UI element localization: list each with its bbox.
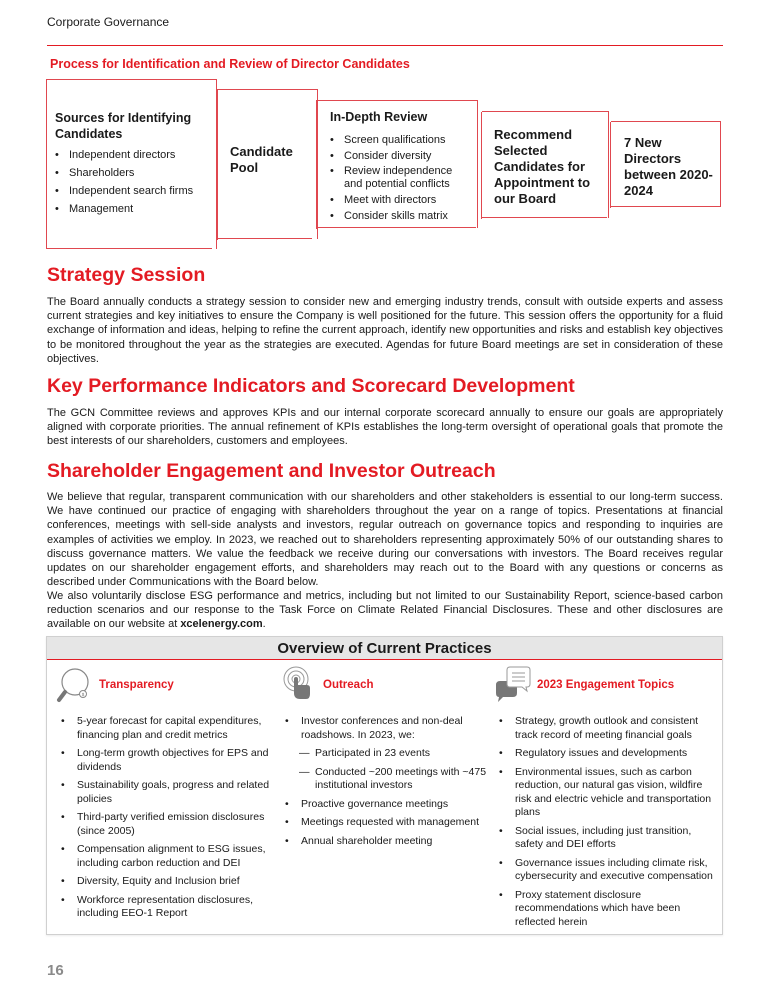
step-item: • Management xyxy=(55,202,208,216)
step-item: • Review independence and potential conflicts xyxy=(330,165,471,191)
list-item: • Long-term growth objectives for EPS and dividends xyxy=(55,747,270,774)
step-item: • Meet with directors xyxy=(330,193,471,207)
process-title: Process for Identification and Review of Director Candidates xyxy=(50,57,410,71)
step-heading: In-Depth Review xyxy=(330,110,428,124)
overview-column-engagement-topics xyxy=(493,665,721,934)
list-item: • Environmental issues, such as carbon reduction, our natural gas vision, wildfire risk and electric vehicle and transportation plans xyxy=(493,766,721,820)
list-subitem: — Participated in 23 events xyxy=(279,747,489,761)
list-item: • Sustainability goals, progress and related policies xyxy=(55,779,270,806)
website-link[interactable]: xcelenergy.com xyxy=(180,618,263,631)
step-heading: 7 New Directors between 2020-2024 xyxy=(624,135,713,198)
strategy-body: The Board annually conducts a strategy session to consider new and emerging industry trends, consult with outside experts and assess current strategies and key initiatives to ensure the Company is well positioned for the future. This session offers the opportunity for a fluid exchange of information and ideas, helping to refine the current approach, identify new opportunities and risks and establish key objectives to be monitored throughout the year as the strategies are executed. Agendas for future Board meetings are set in consideration of these objectives. xyxy=(47,296,723,365)
step-heading: Sources for Identifying Candidates xyxy=(55,111,192,141)
chat-bubbles-icon xyxy=(493,665,533,705)
step-item: • Consider diversity xyxy=(330,149,471,163)
list-item: • Proactive governance meetings xyxy=(279,798,489,812)
body-text: . xyxy=(262,618,266,631)
step-heading: Candidate Pool xyxy=(230,144,293,175)
column-title: Outreach xyxy=(323,679,374,691)
column-title: 2023 Engagement Topics xyxy=(537,679,675,691)
list-item: • 5-year forecast for capital expenditures, financing plan and credit metrics xyxy=(55,715,270,742)
list-item: • Third-party verified emission disclosures (since 2005) xyxy=(55,811,270,838)
page-number: 16 xyxy=(47,962,64,979)
overview-panel xyxy=(46,636,723,935)
step-item: • Independent search firms xyxy=(55,184,208,198)
step-item: • Shareholders xyxy=(55,166,208,180)
svg-text:$: $ xyxy=(81,692,85,697)
list-subitem: — Conducted ~200 meetings with ~475 institutional investors xyxy=(279,766,489,793)
engagement-heading: Shareholder Engagement and Investor Outreach xyxy=(47,460,496,482)
process-step-in-depth-review xyxy=(316,100,478,228)
process-step-new-directors xyxy=(611,121,721,207)
list-item: • Proxy statement disclosure recommendations which have been reflected herein xyxy=(493,889,721,930)
list-item: • Diversity, Equity and Inclusion brief xyxy=(55,875,270,889)
engagement-body-1: We believe that regular, transparent communication with our shareholders and other stakeholders is essential to our long-term success. We have continued our practice of engaging with shareholders throughout the year on a range of topics. Presentations at financial conferences, meetings with sell-side analysts and investors, regular outreach on governance topics and responding to inquiries are examples of activities we employ. In 2023, we reached out to shareholders representing approximately 50% of our outstanding shares to discuss governance matters. We value the feedback we receive during our conversations with investors. The Board receives regular updates on our shareholder engagement efforts, and shareholders may reach out to the Board with any questions or concerns as described under Communications with the Board below. xyxy=(47,491,723,589)
column-title: Transparency xyxy=(99,679,174,691)
process-step-sources xyxy=(47,79,217,249)
overview-column-transparency xyxy=(55,665,270,926)
step-heading: Recommend Selected Candidates for Appointment to our Board xyxy=(494,127,591,206)
process-step-recommend xyxy=(482,111,609,218)
list-item: • Governance issues including climate risk, cybersecurity and executive compensation xyxy=(493,857,721,884)
list-item: • Strategy, growth outlook and consistent track record of meeting financial goals xyxy=(493,715,721,742)
step-item: • Independent directors xyxy=(55,148,208,162)
list-item: • Regulatory issues and developments xyxy=(493,747,721,761)
kpi-heading: Key Performance Indicators and Scorecard Development xyxy=(47,375,575,397)
running-header: Corporate Governance xyxy=(47,15,170,29)
list-item: • Meetings requested with management xyxy=(279,816,489,830)
step-item: • Consider skills matrix xyxy=(330,209,471,223)
process-step-candidate-pool xyxy=(216,89,318,239)
touch-signal-icon xyxy=(279,665,319,705)
list-item: • Investor conferences and non-deal roadshows. In 2023, we: xyxy=(279,715,489,742)
magnifier-icon xyxy=(55,665,95,705)
list-item: • Compensation alignment to ESG issues, including carbon reduction and DEI xyxy=(55,843,270,870)
list-item: • Social issues, including just transition, safety and DEI efforts xyxy=(493,825,721,852)
list-item: • Workforce representation disclosures, including EEO-1 Report xyxy=(55,894,270,921)
engagement-body-2 xyxy=(47,589,723,632)
header-rule xyxy=(47,45,723,46)
strategy-heading: Strategy Session xyxy=(47,264,206,286)
kpi-body: The GCN Committee reviews and approves KPIs and our internal corporate scorecard annually to ensure our goals are appropriately aligned with corporate priorities. The annual refinement of KPIs establishes the long-term oversight of operational goals that promote the best interests of our shareholders, customers and employees. xyxy=(47,407,723,448)
step-item: • Screen qualifications xyxy=(330,133,471,147)
body-text: We also voluntarily disclose ESG performance and metrics, including but not limited to our Sustainability Report, science-based carbon reduction scenarios and our response to the Task Force on Climate Related Financial Disclosures. These and other disclosures are available on our website at xyxy=(47,590,723,631)
list-item: • Annual shareholder meeting xyxy=(279,835,489,849)
overview-title: Overview of Current Practices xyxy=(47,637,722,660)
overview-column-outreach xyxy=(279,665,489,853)
